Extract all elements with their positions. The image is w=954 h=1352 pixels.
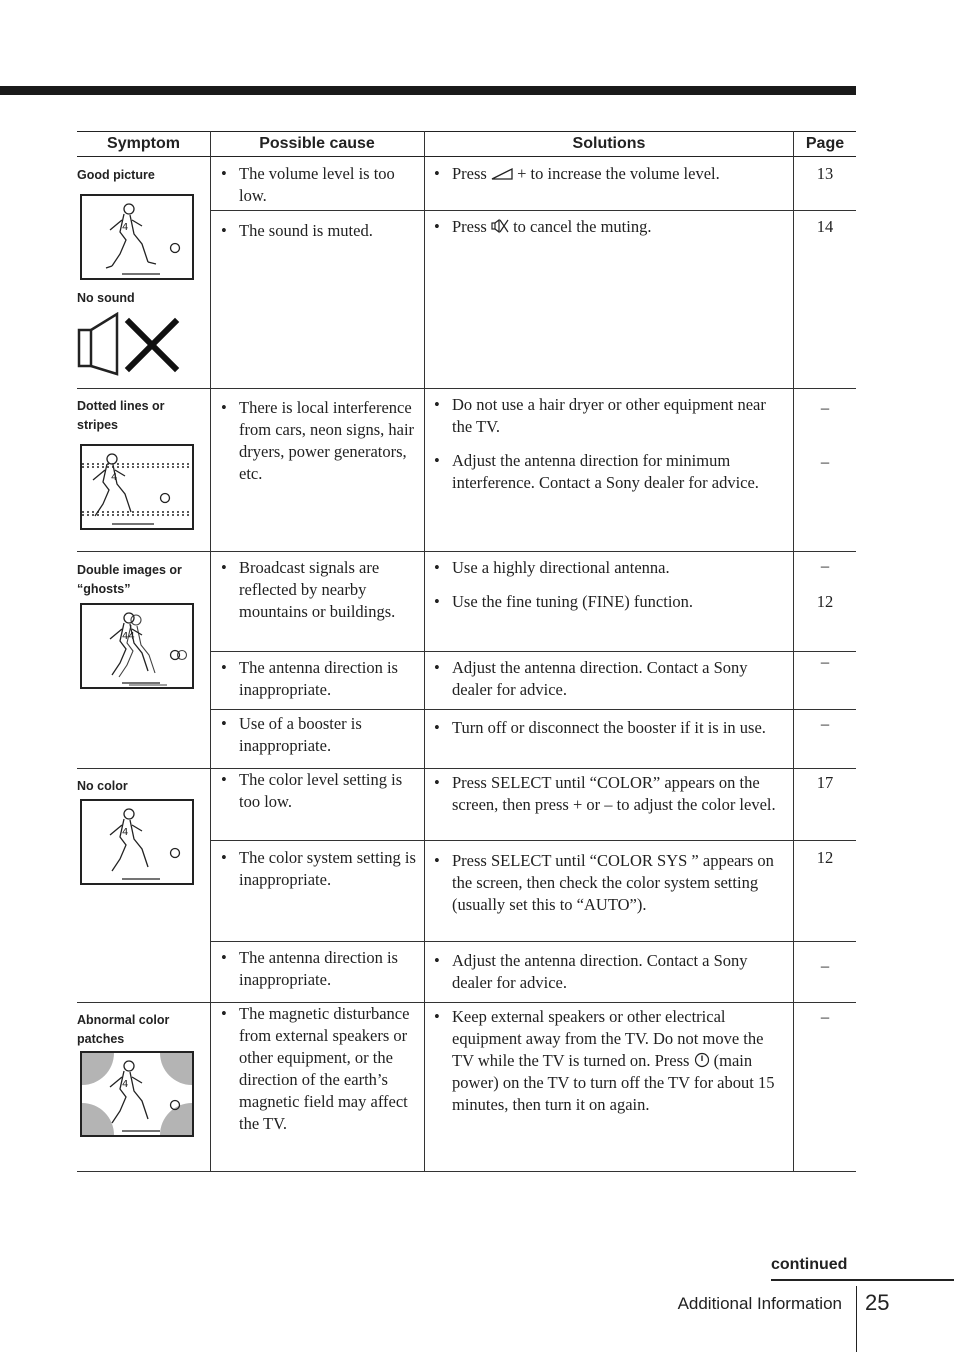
- group-separator: [77, 388, 856, 389]
- page-number: 25: [865, 1290, 890, 1315]
- cause-cell: [219, 713, 423, 769]
- cause-item: • The antenna direction is inappropriate.: [219, 947, 423, 991]
- section-title: Additional Information: [677, 1294, 842, 1313]
- row-separator: [210, 941, 856, 942]
- symptom-label: Abnormal color patches: [77, 1013, 170, 1046]
- solution-cell: [432, 950, 788, 1006]
- group-separator: [77, 551, 856, 552]
- solution-text: (main power) on the TV to turn off the TV for about 15 minutes, then turn it on again.: [452, 1051, 775, 1114]
- solution-text: to cancel the muting.: [513, 217, 652, 236]
- solution-cell: [432, 657, 788, 713]
- symptom-label: Good picture: [77, 168, 155, 182]
- cause-item: • The sound is muted.: [219, 220, 423, 242]
- cause-item: • The color level setting is too low.: [219, 769, 423, 813]
- power-icon: [694, 1052, 710, 1068]
- page-ref: 17: [816, 773, 834, 792]
- tv-screen-icon: [80, 1051, 194, 1137]
- page-ref: –: [820, 452, 830, 471]
- solution-text: Press: [452, 164, 487, 183]
- solution-cell: [432, 163, 788, 197]
- cause-cell: [219, 220, 423, 254]
- svg-text:4: 4: [122, 1079, 129, 1090]
- solution-item: [432, 1006, 788, 1116]
- continued-rule: [771, 1279, 954, 1281]
- solution-text: + to increase the volume level.: [517, 164, 720, 183]
- row-separator: [210, 651, 856, 652]
- tv-screen-icon: [80, 799, 194, 885]
- row-separator: [210, 840, 856, 841]
- page-ref: –: [820, 652, 830, 671]
- symptom-label: No sound: [77, 291, 135, 305]
- svg-text:44: 44: [122, 631, 135, 642]
- tv-screen-icon: [80, 444, 194, 530]
- solution-item: • Use a highly directional antenna.: [432, 557, 788, 579]
- solution-item: • Do not use a hair dryer or other equipment near the TV.: [432, 394, 788, 438]
- cause-cell: [219, 397, 423, 497]
- solution-cell: [432, 216, 788, 250]
- page-ref: 12: [816, 848, 834, 867]
- svg-text:4: 4: [122, 827, 129, 838]
- solution-item: [432, 216, 788, 238]
- header-solutions: Solutions: [424, 131, 794, 157]
- solution-cell: [432, 772, 788, 828]
- symptom-label: No color: [77, 779, 128, 793]
- table-bottom: [77, 1171, 856, 1172]
- cause-cell: [219, 847, 423, 903]
- solution-item: [432, 163, 788, 185]
- cause-item: • The antenna direction is inappropriate.: [219, 657, 423, 701]
- header-symptom: Symptom: [77, 131, 210, 157]
- cause-cell: [219, 163, 423, 219]
- page-ref: 13: [816, 164, 834, 183]
- page-ref: 12: [816, 592, 834, 611]
- tv-screen-icon: [80, 194, 194, 280]
- cause-cell: [219, 557, 423, 635]
- volume-icon: [491, 167, 513, 181]
- cause-item: • The magnetic disturbance from external speakers or other equipment, or the direction of the earth’s magnetic field may affect the TV.: [219, 1003, 423, 1135]
- cause-item: • Broadcast signals are reflected by nearby mountains or buildings.: [219, 557, 423, 623]
- page-ref: –: [820, 1007, 830, 1026]
- solution-item: • Use the fine tuning (FINE) function.: [432, 591, 788, 613]
- page-ref: –: [820, 956, 830, 975]
- solution-cell: [432, 1006, 788, 1128]
- svg-text:4: 4: [122, 222, 129, 233]
- solution-item: • Adjust the antenna direction for minimum interference. Contact a Sony dealer for advice.: [432, 450, 788, 494]
- cause-cell: [219, 947, 423, 1003]
- solution-cell: [432, 394, 788, 506]
- cause-cell: [219, 1003, 423, 1147]
- page-ref: –: [820, 714, 830, 733]
- page-ref: –: [820, 556, 830, 575]
- no-sound-icon: [77, 312, 181, 376]
- header-page: Page: [794, 131, 856, 157]
- cause-item: • There is local interference from cars, neon signs, hair dryers, power generators, etc.: [219, 397, 423, 485]
- symptom-label: Double images or “ghosts”: [77, 563, 182, 596]
- cause-cell: [219, 657, 423, 713]
- solution-item: • Press SELECT until “COLOR SYS ” appears on the screen, then check the color system setting (usually set this to “AUTO”).: [432, 850, 788, 916]
- cause-item: • The color system setting is inappropriate.: [219, 847, 423, 891]
- page-ref: –: [820, 398, 830, 417]
- solution-text: Press: [452, 217, 487, 236]
- header-possible-cause: Possible cause: [210, 131, 424, 157]
- solution-cell: [432, 717, 788, 751]
- footer-divider: [856, 1286, 857, 1352]
- tv-screen-icon: [80, 603, 194, 689]
- solution-text: Keep external speakers or other electrical equipment away from the TV. Do not move the TV while the TV is turned on. Press: [452, 1007, 764, 1070]
- muting-icon: [491, 218, 509, 234]
- top-rule: [0, 86, 856, 95]
- cause-cell: [219, 769, 423, 825]
- solution-item: • Adjust the antenna direction. Contact a Sony dealer for advice.: [432, 950, 788, 994]
- symptom-label: Dotted lines or stripes: [77, 399, 165, 432]
- page-ref: 14: [816, 217, 834, 236]
- solution-cell: [432, 557, 788, 625]
- solution-item: • Turn off or disconnect the booster if it is in use.: [432, 717, 788, 739]
- svg-text:4: 4: [111, 472, 118, 483]
- solution-item: • Adjust the antenna direction. Contact a Sony dealer for advice.: [432, 657, 788, 701]
- cause-item: • The volume level is too low.: [219, 163, 423, 207]
- cause-item: • Use of a booster is inappropriate.: [219, 713, 423, 757]
- solution-item: • Press SELECT until “COLOR” appears on the screen, then press + or – to adjust the color level.: [432, 772, 788, 816]
- solution-cell: [432, 850, 788, 928]
- group-separator: [77, 768, 856, 769]
- continued-label: continued: [771, 1256, 848, 1273]
